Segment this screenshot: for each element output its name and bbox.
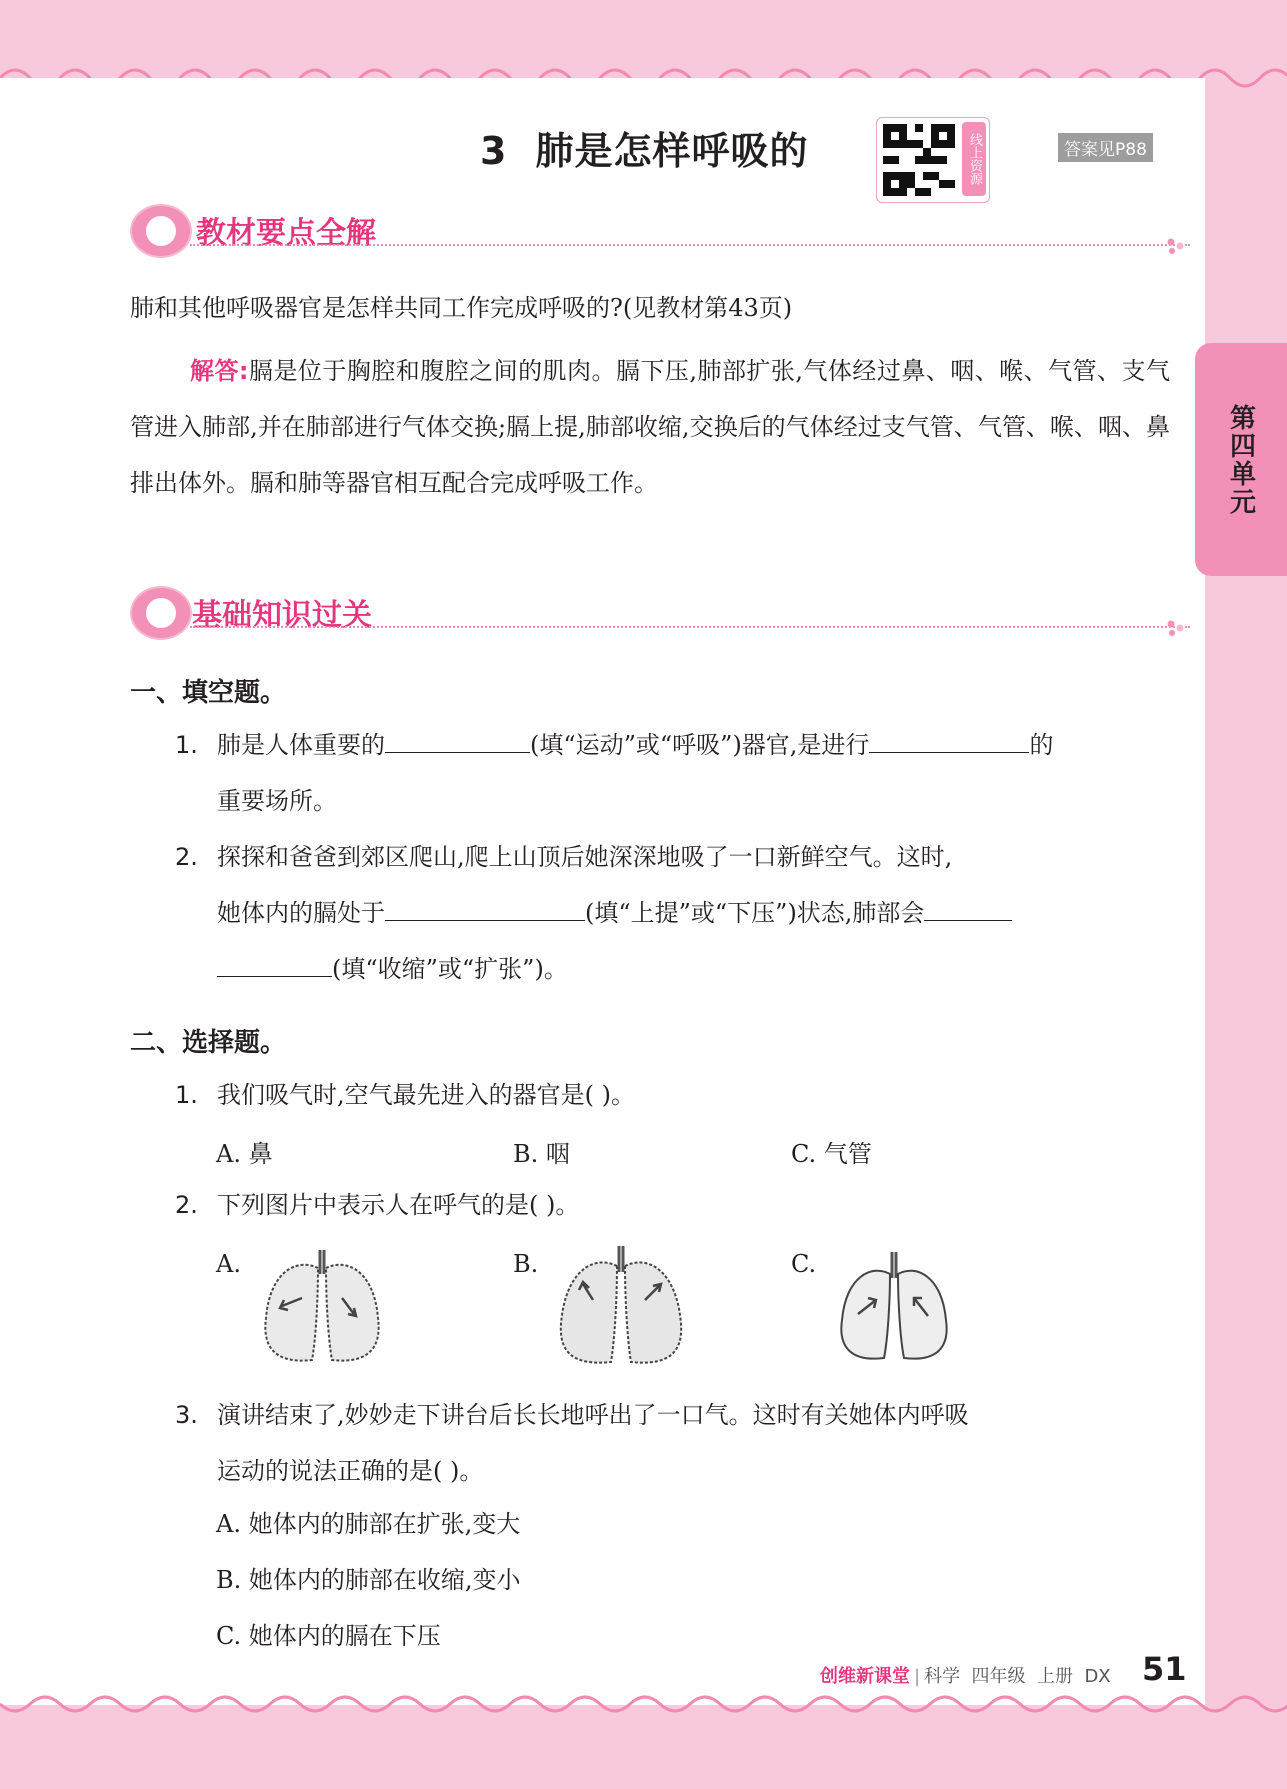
answer-blank[interactable]: [869, 730, 1029, 753]
question-number: 2.: [175, 843, 198, 871]
question-text: 的: [1029, 731, 1054, 759]
question-text: 肺是人体重要的: [217, 731, 385, 759]
question-number: 2.: [175, 1191, 198, 1219]
dotted-divider: [190, 626, 1190, 628]
footer-separator: |: [914, 1666, 921, 1687]
question-text: 运动的说法正确的是( )。: [217, 1457, 484, 1485]
question-text: (填“上提”或“下压”)状态,肺部会: [585, 899, 925, 927]
mascot-icon: [130, 204, 192, 258]
lungs-diagram-icon: [832, 1250, 956, 1368]
section-heading-label: 基础知识过关: [192, 598, 372, 633]
lesson-title-text: 肺是怎样呼吸的: [535, 129, 809, 173]
footer-edition: DX: [1084, 1666, 1111, 1687]
choice-title: 二、选择题。: [130, 1028, 287, 1058]
textbook-answer: [130, 343, 1170, 511]
online-resources-label: 线上资源: [962, 122, 986, 196]
qr-code-box[interactable]: [876, 117, 990, 203]
fill-in-question-1: [175, 717, 1170, 829]
answer-reference: 答案见P88: [1058, 133, 1153, 162]
question-text: 她体内的膈处于: [217, 899, 385, 927]
footer-brand: 创维新课堂: [820, 1666, 910, 1687]
dots-decoration-icon: [1166, 236, 1188, 256]
question-number: 3.: [175, 1401, 198, 1429]
unit-tab-label: 第四单元: [1225, 403, 1256, 516]
answer-text: 膈是位于胸腔和腹腔之间的肌肉。膈下压,肺部扩张,气体经过鼻、咽、喉、气管、支气管进入肺部,并在肺部进行气体交换;膈上提,肺部收缩,交换后的气体经过支气管、气管、喉、咽、鼻排出体外。膈和肺等器官相互配合完成呼吸工作。: [130, 357, 1170, 497]
option-a[interactable]: A. 鼻: [216, 1140, 273, 1168]
option-c[interactable]: C.: [791, 1250, 817, 1278]
page-number: 51: [1142, 1650, 1187, 1688]
wavy-border-bottom: [0, 1690, 1287, 1730]
question-text: (填“收缩”或“扩张”)。: [332, 955, 568, 983]
choice-question-3: [175, 1387, 1170, 1499]
option-b[interactable]: B.: [513, 1250, 539, 1278]
answer-blank[interactable]: [924, 898, 1012, 921]
option-c[interactable]: C. 她体内的膈在下压: [216, 1622, 441, 1650]
footer-book-info: [820, 1662, 1111, 1688]
section-heading-basics: [130, 580, 1180, 640]
fill-in-title: 一、填空题。: [130, 678, 287, 708]
footer-subject: 科学: [924, 1666, 961, 1687]
dots-decoration-icon: [1166, 618, 1188, 638]
lungs-diagram-icon: [555, 1244, 687, 1368]
lungs-diagram-icon: [258, 1248, 386, 1368]
question-text: 下列图片中表示人在呼气的是( )。: [217, 1191, 580, 1219]
question-number: 1.: [175, 1081, 198, 1109]
footer-term: 上册: [1036, 1666, 1073, 1687]
dotted-divider: [190, 244, 1190, 246]
question-text: 演讲结束了,妙妙走下讲台后长长地呼出了一口气。这时有关她体内呼吸: [217, 1401, 969, 1429]
option-a[interactable]: A. 她体内的肺部在扩张,变大: [216, 1510, 521, 1538]
question-text: 探探和爸爸到郊区爬山,爬上山顶后她深深地吸了一口新鲜空气。这时,: [217, 843, 953, 871]
question-text: 重要场所。: [217, 787, 337, 815]
answer-blank-continued[interactable]: [217, 954, 332, 977]
answer-label: 解答:: [190, 357, 249, 385]
textbook-question: 肺和其他呼吸器官是怎样共同工作完成呼吸的?(见教材第43页): [130, 294, 793, 322]
mascot-icon: [130, 586, 192, 640]
choice-question-2: [175, 1177, 1170, 1233]
option-b[interactable]: B. 她体内的肺部在收缩,变小: [216, 1566, 521, 1594]
qr-code-icon: [883, 124, 955, 196]
answer-blank[interactable]: [385, 730, 530, 753]
answer-blank[interactable]: [385, 898, 585, 921]
lesson-number: 3: [480, 129, 508, 173]
question-text: (填“运动”或“呼吸”)器官,是进行: [530, 731, 870, 759]
option-c[interactable]: C. 气管: [791, 1140, 872, 1168]
option-a[interactable]: A.: [216, 1250, 241, 1278]
fill-in-question-2: [175, 829, 1170, 997]
question-number: 1.: [175, 731, 198, 759]
choice-question-1: [175, 1067, 1170, 1123]
unit-tab: [1195, 343, 1287, 576]
question-text: 我们吸气时,空气最先进入的器官是( )。: [217, 1081, 635, 1109]
section-heading-key-points: [130, 198, 1180, 258]
option-b[interactable]: B. 咽: [513, 1140, 570, 1168]
lesson-title: [480, 120, 808, 175]
section-heading-label: 教材要点全解: [196, 216, 376, 251]
footer-grade: 四年级: [971, 1666, 1026, 1687]
